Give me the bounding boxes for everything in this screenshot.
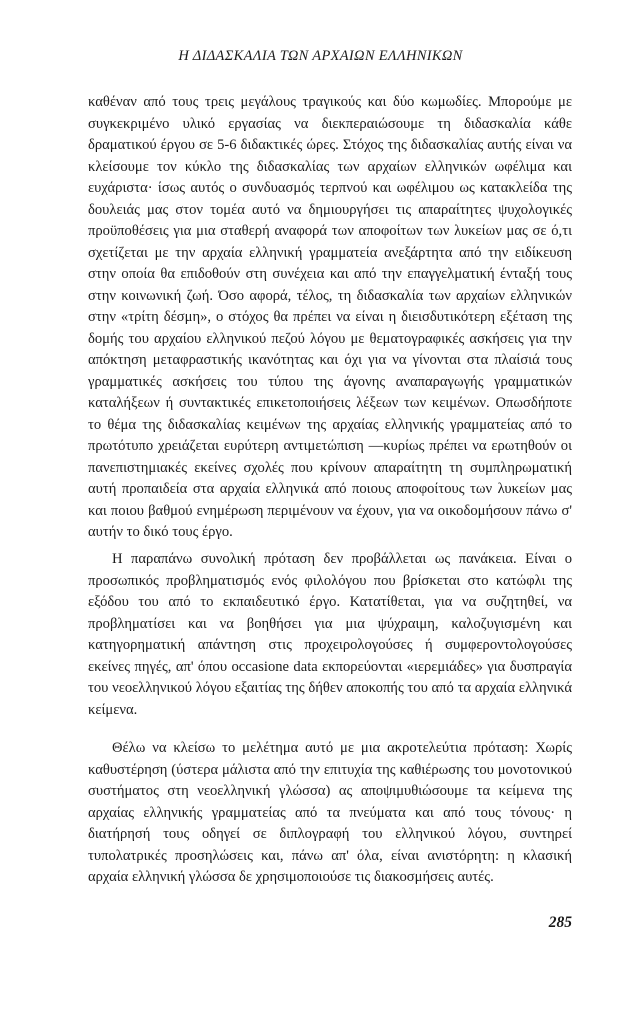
paragraph: Θέλω να κλείσω το μελέτημα αυτό με μια ακροτελεύτια πρόταση: Χωρίς καθυστέρηση (ύστερα μάλιστα από την επιτυχία της καθιέρωσης του μονοτονικού συστήματος στη νεοελληνική γλώσσα) ας αποψιμυθιώσουμε τα κείμενα της αρχαίας ελληνικής γραμματείας από τα πνεύματα και από τους τόνους· η διατήρησή τους οδηγεί σε διπλογραφή του ελληνικού λόγου, συντηρεί τυπολατρικές προσηλώσεις και, πάνω απ' όλα, είναι ανιστόρητη: η κλασική αρχαία ελληνική γλώσσα δε χρησιμοποιούσε τις διακοσμήσεις αυτές. [88, 740, 572, 885]
paragraph: Η παραπάνω συνολική πρόταση δεν προβάλλεται ως πανάκεια. Είναι ο προσωπικός προβληματισμός ενός φιλολόγου που βρίσκεται στο κατώφλι της εξόδου του από το εκπαιδευτικό έργο. Κατατίθεται, για να συζητηθεί, να προβληματίσει και να βοηθήσει για μια ψύχραιμη, καλοζυγισμένη και κατηγορηματική απάντηση στις προχειρολογούσες ή συμφεροντολογούσες εκείνες πηγές, απ' όπου occasione data εκπορεύονται «ιερεμιάδες» για δυσπραγία του νεοελληνικού λόγου εξαιτίας της δήθεν αποκοπής του από τα αρχαία ελληνικά κείμενα. [88, 551, 572, 718]
paragraph: καθέναν από τους τρεις μεγάλους τραγικούς και δύο κωμωδίες. Μπορούμε με συγκεκριμένο υλικό εργασίας να διεκπεραιώσουμε τη διδασκαλία κάθε δραματικού έργου σε 5-6 διδακτικές ώρες. Στόχος της διδασκαλίας αυτής είναι να κλείσουμε τον κύκλο της διδασκαλίας των αρχαίων ελληνικών ωφέλιμα και ευχάριστα· ίσως αυτός ο συνδυασμός τερπνού και ωφέλιμου ως κατακλείδα της δουλειάς μας στον τομέα αυτό να δημιουργήσει τις απαραίτητες ψυχολογικές προϋποθέσεις για μια σταθερή αναφορά των αποφοίτων των λυκείων μας σε ό,τι σχετίζεται με την αρχαία ελληνική γραμματεία ανεξάρτητα από την ειδίκευση στην οποία θα επιδοθούν στη συνέχεια και από την επαγγελματική ένταξή τους στην κοινωνική ζωή. Όσο αφορά, τέλος, τη διδασκαλία των αρχαίων ελληνικών στην «τρίτη δέσμη», ο στόχος θα πρέπει να είναι η διεισδυτικότερη εξέταση της δομής του αρχαίου ελληνικού πεζού λόγου με θεματογραφικές ασκήσεις για την απόκτηση μεταφραστικής ικανότητας και όχι για να γίνονται στα πλαίσιά τους γραμματικές ασκήσεις του τύπου της άγονης αναπαραγωγής γραμματικών καταλήξεων ή συντακτικές επικετοποιήσεις λέξεων των κειμένων. Οπωσδήποτε το θέμα της διδασκαλίας κειμένων της αρχαίας ελληνικής γραμματείας από το πρωτότυπο χρειάζεται ευρύτερη αντιμετώπιση —κυρίως πρέπει να ερωτηθούν οι πανεπιστημιακές εκείνες σχολές που κρίνουν απαραίτητη τη συμπληρωματική αυτή προπαιδεία στα αρχαία ελληνικά από ποιους αποφοίτους των λυκείων μας και ποιου βαθμού ενημέρωση περιμένουν να έχουν, για να οικοδομήσουν πάνω σ' αυτήν το δικό τους έργο. [88, 94, 572, 540]
running-head: Η ΔΙΔΑΣΚΑΛΙΑ ΤΩΝ ΑΡΧΑΙΩΝ ΕΛΛΗΝΙΚΩΝ [178, 48, 463, 64]
paragraph-1-block [88, 92, 572, 544]
paragraph-3-block [88, 738, 572, 889]
paragraph-2-block [88, 549, 572, 721]
page-number: 285 [548, 914, 572, 931]
